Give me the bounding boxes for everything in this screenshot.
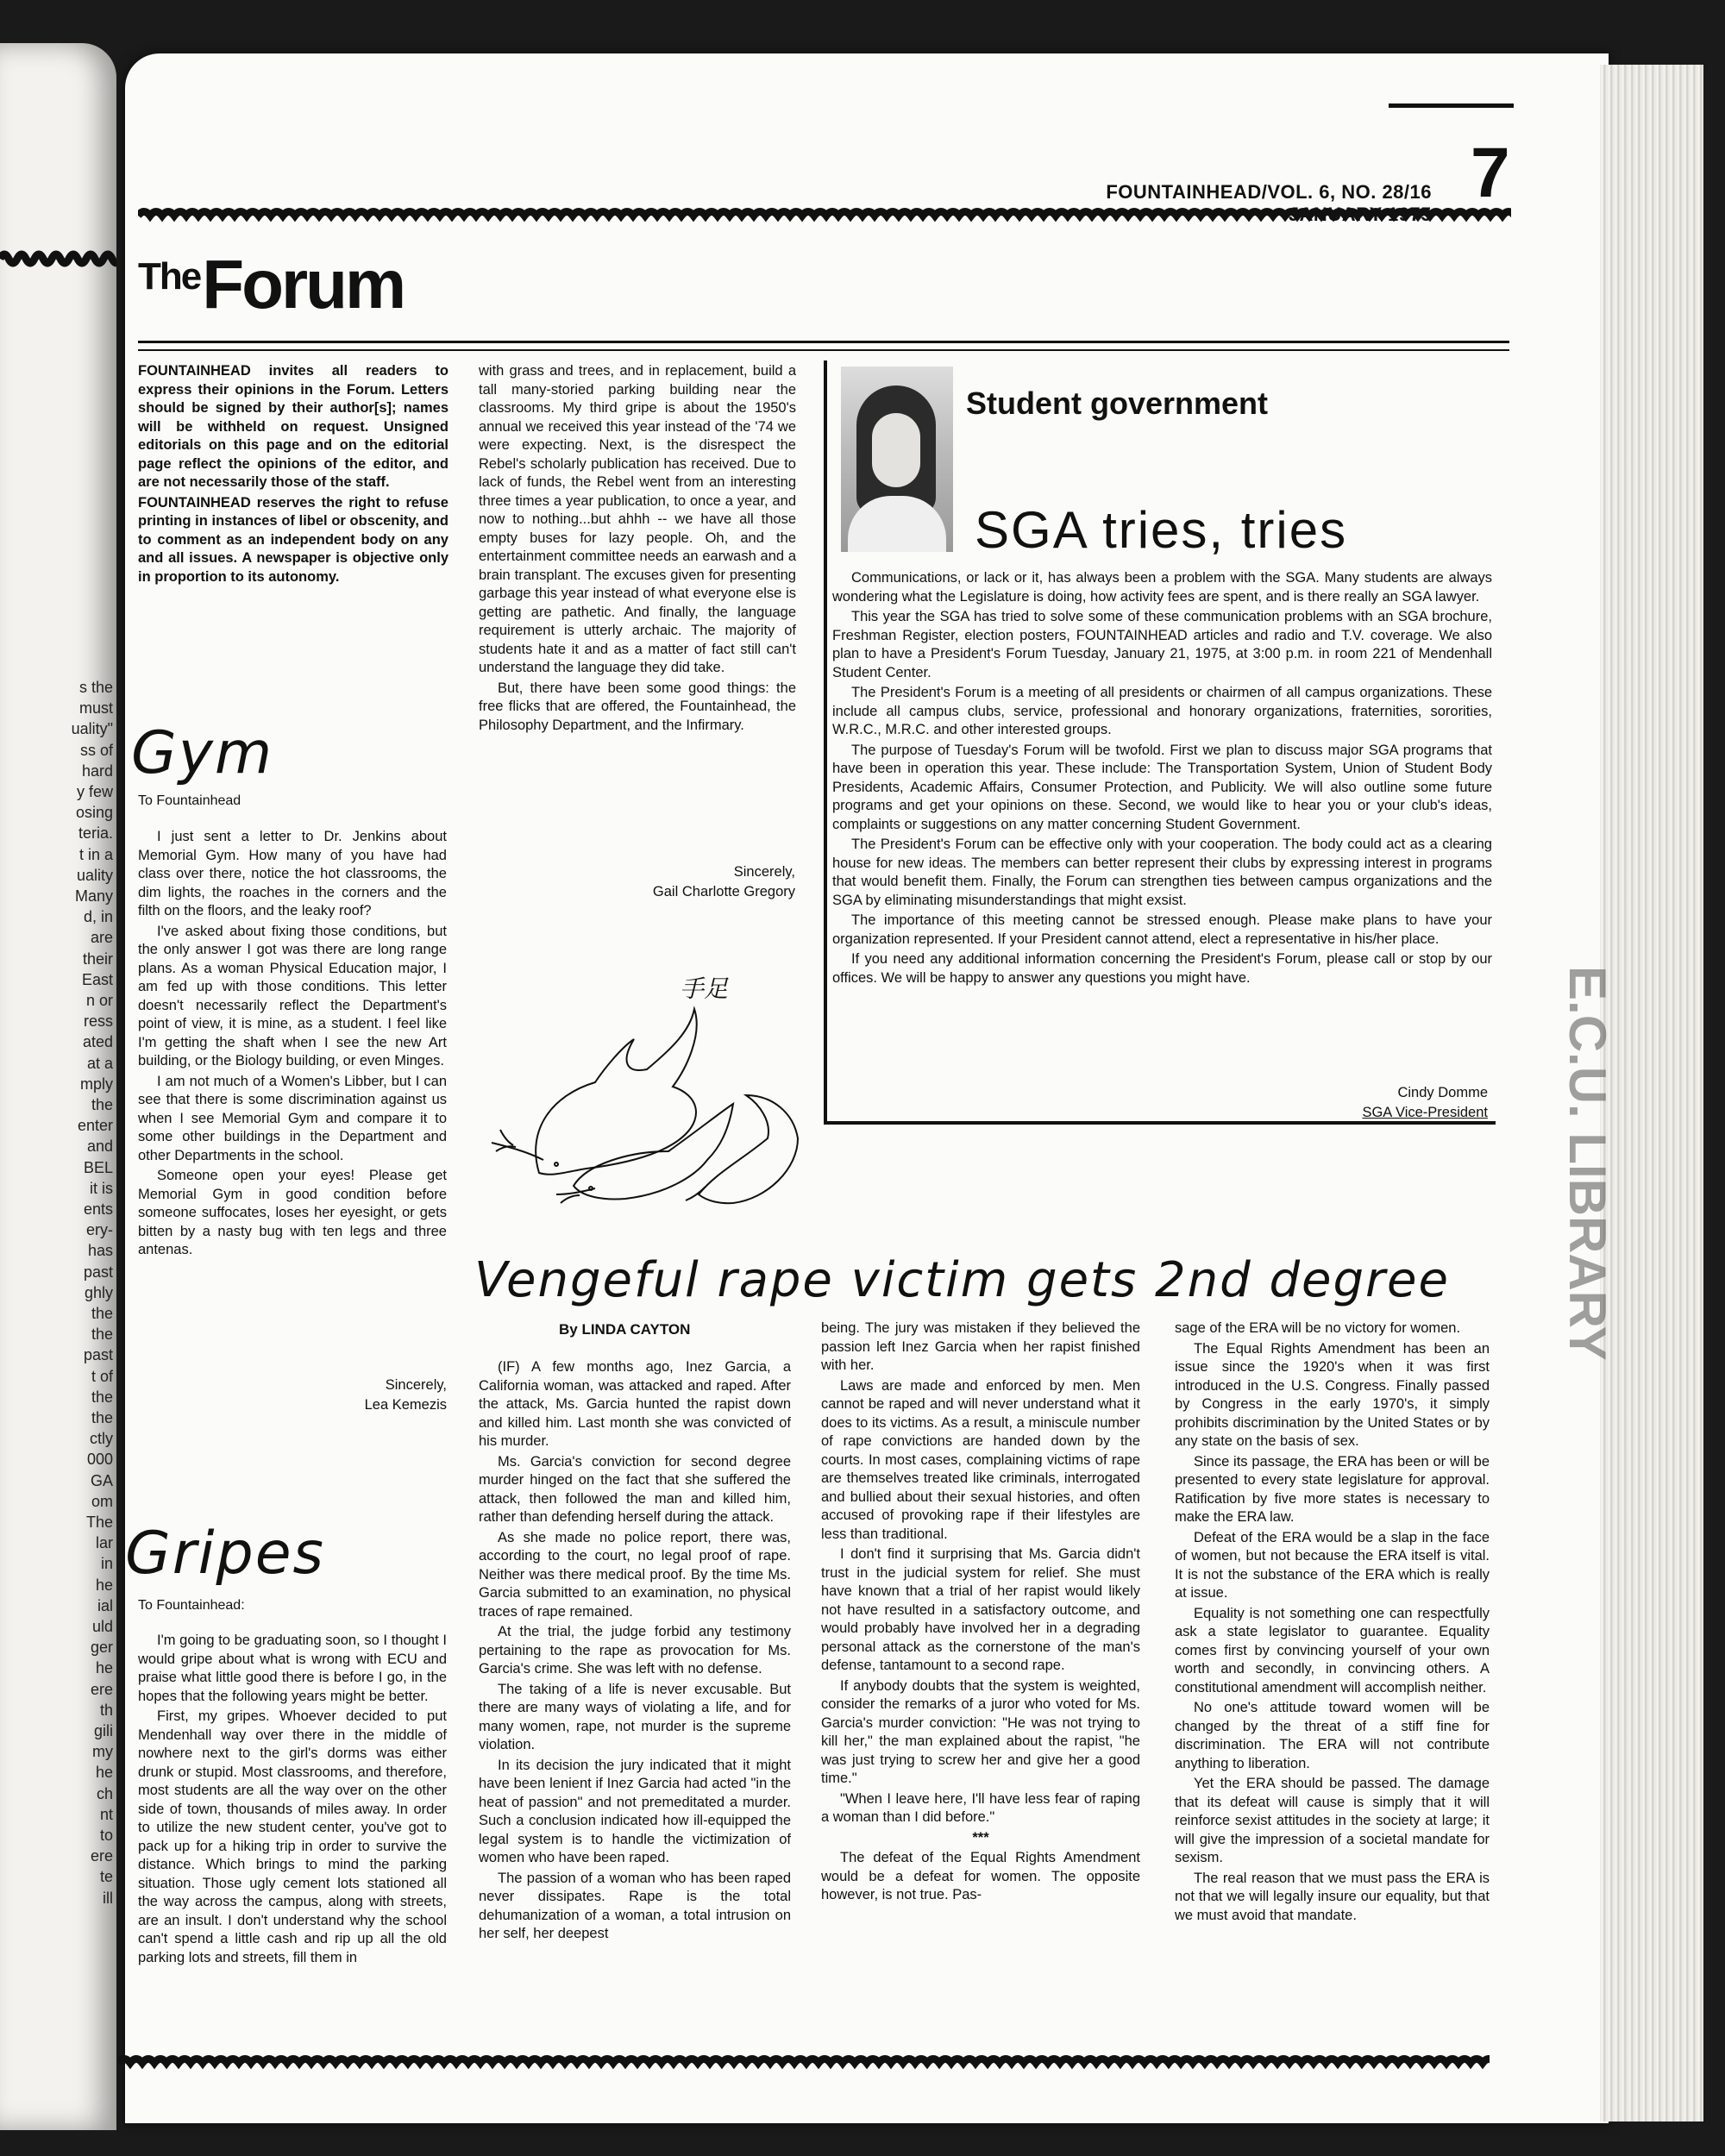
section-logo-the: The	[138, 255, 201, 298]
rape-article-col-1	[479, 1358, 791, 1946]
left-page-fragment-line: the	[91, 1096, 113, 1113]
gripes-paragraph: But, there have been some good things: the free flicks that are offered, the Fountainhead, the Philosophy Department, and the Infirmary.	[479, 680, 796, 733]
left-page-fragment-line: Many	[74, 887, 113, 905]
left-page-fragment-line: at a	[86, 1054, 113, 1072]
left-page-fragment	[0, 43, 116, 2130]
rape-paragraph: Ms. Garcia's conviction for second degree murder hinged on the fact that she suffered the attack, then followed the man and killed him, rather than defending herself during the attack.	[479, 1453, 791, 1525]
policy-paragraph-2: FOUNTAINHEAD reserves the right to refuse printing in instances of libel or obscenity, and to comment as an independent body on any and all issues. A newspaper is objective only in proportion to its autonomy.	[138, 494, 448, 585]
author-photo	[841, 367, 953, 552]
artist-signature: 手足	[680, 975, 729, 1003]
gym-signer: Lea Kemezis	[364, 1397, 447, 1413]
left-page-fragment-line: hard	[81, 761, 113, 780]
section-logo-title: Forum	[202, 246, 405, 323]
rape-paragraph: (IF) A few months ago, Inez Garcia, a California woman, was attacked and raped. After the attack, Ms. Garcia hunted the rapist down and killed him. Last month she was convicted of his murder.	[479, 1359, 791, 1449]
left-page-fragment-line: must	[78, 699, 113, 718]
rape-paragraph: The Equal Rights Amendment has been an issue since the 1920's when it was first introduced in the U.S. Congress. Finally passed by Congress in the early 1970's, it simply prohibits discrimination by the United States or by any state on the basis of sex.	[1175, 1340, 1490, 1449]
left-page-fragment-line: ery-	[86, 1221, 113, 1239]
gripes-signature	[552, 862, 795, 902]
left-page-fragment-line: ch	[96, 1784, 113, 1802]
gripes-paragraph: First, my gripes. Whoever decided to put Mendenhall way over there in the middle of nowhere next to the girl's dorms was either drunk or stupid. Most classrooms, and therefore, most students are all the way over on the other side of town, thousands of miles away. In order to utilize the new student center, you've got to pack up for a hiking trip in order to survive the distance. Which brings to mind the parking situation. Those ugly cement lots stationed all the way across the campus, along with streets, are an insult. I don't understand why the school can't spend a little cash and rip up all the old parking lots and streets, fill them in	[138, 1708, 447, 1965]
left-page-fragment-line: ger	[90, 1639, 113, 1657]
left-page-fragment-line: the	[91, 1388, 113, 1406]
sga-article-body	[832, 569, 1492, 989]
rape-paragraph: sage of the ERA will be no victory for women.	[1175, 1320, 1461, 1336]
left-page-fragment-line: ial	[97, 1596, 113, 1614]
gripes-paragraph: with grass and trees, and in replacement, build a tall many-storied parking building near the classrooms. My third gripe is about the 1950's annual we received this year instead of the '74 we were expecting. Next, is the disrespect the Rebel's scholarly publication has received. Due to lack of funds, the Rebel went from an interesting three times a year publication, to once a year, and now to nothing...but ahhh -- we have all those empty buses for lazy people. Oh, and the entertainment committee needs an earwash and a brain transplant. The excuses given for presenting garbage this year instead of what everyone else is getting are pathetic. And finally, the language requirement is utterly archaic. The majority of students hate it and as a matter of fact still can't understand the language they did take.	[479, 363, 796, 675]
sga-paragraph: The President's Forum is a meeting of all presidents or chairmen of all campus organizations. These include all campus clubs, service, professional and honorary organizations, fraternities, sororities, W.R.C., M.R.C. and other interested groups.	[832, 685, 1492, 737]
left-page-fragment-line: the	[91, 1409, 113, 1426]
left-page-fragment-line: te	[99, 1868, 113, 1886]
gym-signature	[276, 1376, 447, 1415]
section-logo	[138, 246, 405, 323]
left-page-fragment-line: ctly	[90, 1430, 113, 1448]
rape-article-col-2	[821, 1319, 1140, 1907]
gripes-headline: Gripes	[125, 1520, 325, 1588]
left-page-fragment-line: ress	[83, 1012, 113, 1031]
gym-closing: Sincerely,	[385, 1377, 447, 1393]
rape-paragraph: If anybody doubts that the system is weighted, consider the remarks of a juror who voted for Ms. Garcia's murder conviction: "He was not trying to kill her," the man explained about the rapist, "he was just trying to screw her and give her a good time."	[821, 1677, 1140, 1786]
rape-paragraph: "When I leave here, I'll have less fear of raping a woman than I did before."	[821, 1790, 1140, 1825]
sga-headline: SGA tries, tries	[975, 501, 1348, 559]
rape-paragraph: Yet the ERA should be passed. The damage that its defeat will cause is simply that it will reinforce sexist attitudes in the society at large; it will give the impression of a societal mandate for sexism.	[1175, 1776, 1490, 1865]
left-page-fragment-line: osing	[75, 804, 113, 822]
left-page-fragment-line: are	[90, 929, 113, 947]
gym-headline: Gym	[131, 719, 274, 787]
left-page-fragment-line: gili	[93, 1722, 113, 1739]
left-page-fragment-line: GA	[90, 1471, 113, 1489]
sga-signer-title: SGA Vice-President	[1362, 1105, 1488, 1120]
left-page-fragment-line: The	[85, 1514, 113, 1531]
sga-paragraph: If you need any additional information concerning the President's Forum, please call or stop by our offices. We will be happy to answer any questions you might have.	[832, 951, 1492, 986]
left-page-fragment-line: uality	[76, 866, 113, 884]
bottom-wavy-rule	[118, 2053, 1490, 2073]
gym-letter-body	[138, 828, 447, 1262]
left-page-fragment-line: 000	[86, 1451, 113, 1469]
left-page-fragment-line: past	[83, 1346, 113, 1364]
section-rule-top	[138, 341, 1509, 343]
sga-paragraph: The purpose of Tuesday's Forum will be twofold. First we plan to discuss major SGA programs that have been in operation this year. These include: The Transportation System, Union of Student Body Presidents, Academic Affairs, Consumer Protection, and Publicity. We will also outline some future programs and get your opinions on these. Second, we would like to hear you or your club's ideas, complaints or suggestions on any matter concerning Student Government.	[832, 742, 1492, 832]
gym-paragraph: I just sent a letter to Dr. Jenkins about Memorial Gym. How many of you have had class over there, notice the hot classrooms, the dim lights, the roaches in the corners and the filth on the floors, and the leaky roof?	[138, 829, 447, 918]
author-photo-face	[872, 413, 920, 487]
top-wavy-rule	[138, 205, 1511, 226]
left-page-fragment-line: y few	[76, 783, 113, 800]
left-page-fragment-line: he	[95, 1576, 113, 1594]
gym-paragraph: I am not much of a Women's Libber, but I can see that there is some discrimination against us when I see Memorial Gym and compare it to some other buildings in the Department and other Departments in the school.	[138, 1073, 447, 1163]
left-page-fragment-line: BEL	[83, 1158, 113, 1176]
gripes-closing: Sincerely,	[733, 864, 795, 880]
gym-salutation: To Fountainhead	[138, 793, 242, 808]
rape-paragraph: I don't find it surprising that Ms. Garcia didn't trust in the judicial system for relief. She must have known that a trial of her rapist would likely not have resulted in a satisfactory outcome, and would probably have involved her in a degrading personal attack as the cornerstone of the man's defense, tantamount to a second rape.	[821, 1546, 1140, 1673]
left-page-fragment-line: past	[83, 1263, 113, 1281]
left-page-fragment-line: ghly	[84, 1283, 113, 1301]
rape-paragraph: The defeat of the Equal Rights Amendment would be a defeat for women. The opposite however, is not true. Pas-	[821, 1850, 1140, 1902]
left-page-fragment-line: and	[86, 1138, 113, 1156]
rape-article-col-3	[1175, 1319, 1490, 1927]
sga-paragraph: This year the SGA has tried to solve some of these communication problems with an SGA brochure, Freshman Register, election posters, FOUNTAINHEAD articles and radio and T.V. coverage. We also plan to have a President's Forum Tuesday, January 21, 1975, at 3:00 p.m. in room 221 of Mendenhall Student Center.	[832, 609, 1492, 680]
gripes-letter-continued	[479, 362, 796, 736]
gripes-signer: Gail Charlotte Gregory	[652, 884, 795, 899]
left-page-fragment-line: ill	[103, 1889, 113, 1907]
left-page-fragment-line: ss of	[79, 741, 113, 759]
left-page-fragment-line: ents	[83, 1200, 113, 1218]
left-page-fragment-line: mply	[79, 1075, 113, 1093]
library-stamp: E.C.U. LIBRARY	[1559, 966, 1616, 1361]
sga-paragraph: The President's Forum can be effective only with your cooperation. The body could act as a clearing house for new ideas. The members can better represent their clubs by expressing interest in programs that would benefit them. Finally, the Forum can strengthen ties between campus organizations and the SGA by eliminating misunderstandings that might exsist.	[832, 837, 1492, 908]
sga-paragraph: The importance of this meeting cannot be stressed enough. Please make plans to have your organization represented. If your President cannot attend, elect a representative in his/her place.	[832, 912, 1492, 947]
rape-headline: Vengeful rape victim gets 2nd degree	[474, 1252, 1450, 1308]
left-page-fragment-line: it is	[90, 1179, 113, 1197]
sga-column-label: Student government	[966, 385, 1269, 421]
left-page-fragment-line: n or	[85, 992, 113, 1009]
rape-byline: By LINDA CAYTON	[559, 1321, 691, 1338]
left-page-fragment-line: my	[92, 1743, 113, 1761]
left-page-fragment-line: to	[99, 1827, 113, 1844]
page-number: 7	[1471, 134, 1510, 212]
rape-paragraph: The real reason that we must pass the ERA is not that we will legally insure our equality, but that we must avoid that mandate.	[1175, 1870, 1490, 1923]
rape-paragraph: Equality is not something one can respectfully ask a state legislator to guarantee. Equality comes first by convincing yourself of your own worth and secondly, in convincing others. A constitutional amendment will accomplish neither.	[1175, 1605, 1490, 1695]
left-page-fragment-line: ere	[90, 1680, 113, 1698]
rape-paragraph: No one's attitude toward women will be changed by the threat of a stiff fine for discrimination. The ERA will not contribute anything to liberation.	[1175, 1700, 1490, 1771]
gripes-salutation: To Fountainhead:	[138, 1598, 245, 1613]
left-page-fragment-line: uality"	[71, 720, 113, 738]
policy-paragraph-1: FOUNTAINHEAD invites all readers to express their opinions in the Forum. Letters should be signed by their author[s]; names will be withheld on request. Unsigned editorials on this page and on the editorial page reflect the opinions of the editor, and are not necessarily those of the staff.	[138, 363, 448, 490]
rape-paragraph: being. The jury was mistaken if they believed the passion left Inez Garcia when her rapist finished with her.	[821, 1320, 1140, 1373]
left-page-fragment-line: ated	[82, 1033, 113, 1051]
left-page-fragment-line: teria.	[78, 824, 113, 843]
left-page-fragment-line: the	[91, 1326, 113, 1344]
left-page-fragment-line: he	[95, 1659, 113, 1677]
rape-paragraph: The taking of a life is never excusable. But there are many ways of violating a life, and for many women, rape, not murder is the supreme violation.	[479, 1681, 791, 1752]
forum-policy	[138, 362, 448, 588]
left-page-fragment-line: in	[100, 1555, 113, 1573]
sga-paragraph: Communications, or lack or it, has always been a problem with the SGA. Many students are always wondering what the Legislature is doing, how activity fees are spent, and is there really an SGA lawyer.	[832, 570, 1492, 605]
left-page-fragment-line: nt	[99, 1805, 113, 1823]
section-rule-bottom	[138, 349, 1509, 351]
masthead-rule	[1389, 103, 1514, 108]
left-page-wavy-rule	[0, 246, 116, 272]
sga-signature	[1251, 1083, 1488, 1123]
left-page-fragment-line: th	[99, 1701, 113, 1719]
rape-paragraph: At the trial, the judge forbid any testimony pertaining to the rape as provocation for Ms. Garcia's crime. She was left with no defense.	[479, 1624, 791, 1677]
left-page-fragment-line: ere	[90, 1847, 113, 1865]
rape-paragraph: Since its passage, the ERA has been or will be presented to every state legislature for approval. Ratification by five more states is necessary to make the ERA law.	[1175, 1453, 1490, 1525]
left-page-fragment-line: enter	[77, 1117, 113, 1135]
left-page-fragment-line: the	[91, 1305, 113, 1322]
sga-signer: Cindy Domme	[1397, 1085, 1488, 1100]
left-page-fragment-line: has	[87, 1242, 113, 1260]
gripes-letter-body	[138, 1632, 447, 1969]
folio-line: FOUNTAINHEAD/VOL. 6, NO. 28/16 JANUARY 1975	[1106, 181, 1432, 225]
left-page-fragment-line: lar	[95, 1534, 113, 1552]
rape-paragraph: Defeat of the ERA would be a slap in the face of women, but not because the ERA itself is vital. It is not the substance of the ERA which is really at issue.	[1175, 1529, 1490, 1601]
gym-paragraph: I've asked about fixing those conditions, but the only answer I got was there are long range plans. As a woman Physical Education major, I am fed up with those conditions. This letter doesn't necessarily reflect the Department's point of view, it is mine, as a student. I feel like I'm getting the shaft when I see the new Art building, or the Biology building, or even Minges.	[138, 923, 447, 1069]
left-page-fragment-line: t in a	[78, 845, 113, 863]
left-page-fragment-line: he	[95, 1764, 113, 1782]
left-page-fragment-line: East	[81, 970, 113, 988]
rape-paragraph: As she made no police report, there was, according to the court, no legal proof of rape. Neither was there medical proof. By the time Ms. Garcia submitted to an examination, no physical traces of rape remained.	[479, 1529, 791, 1620]
section-break: ***	[972, 1829, 989, 1846]
rape-paragraph: The passion of a woman who has been raped never dissipates. Rape is the total dehumanization of a woman, a total intrusion on her self, her deepest	[479, 1870, 791, 1941]
gym-paragraph: Someone open your eyes! Please get Memorial Gym in good condition before someone suffocates, loses her eyesight, or gets bitten by a nasty bug with ten legs and three antenas.	[138, 1168, 447, 1257]
gripes-paragraph: I'm going to be graduating soon, so I thought I would gripe about what is wrong with ECU and praise what little good there is before I go, in the hopes that the following years might be better.	[138, 1633, 447, 1704]
left-page-fragment-line: uld	[91, 1618, 113, 1635]
left-page-fragment-line: t of	[91, 1367, 113, 1385]
rape-paragraph: Laws are made and enforced by men. Men cannot be raped and will never understand what it does to its victims. As a result, a miniscule number of rape convictions are handed down by the courts. In most cases, complaining victims of rape are themselves treated like criminals, interrogated and bullied about their sexual histories, and often accused of provoking rape if their lifestyles are less than traditional.	[821, 1377, 1140, 1542]
left-page-fragment-line: their	[82, 950, 113, 968]
left-page-fragment-line: s the	[78, 679, 113, 696]
left-page-fragment-line: d, in	[83, 908, 113, 926]
left-page-fragment-line: om	[91, 1492, 113, 1510]
rape-paragraph: In its decision the jury indicated that it might have been lenient if Inez Garcia had acted "in the heat of passion" and not premeditated a murder. Such a conclusion indicated how ill-equipped the legal system is to handle the victimization of women who have been raped.	[479, 1757, 791, 1865]
dove-illustration	[474, 966, 819, 1233]
